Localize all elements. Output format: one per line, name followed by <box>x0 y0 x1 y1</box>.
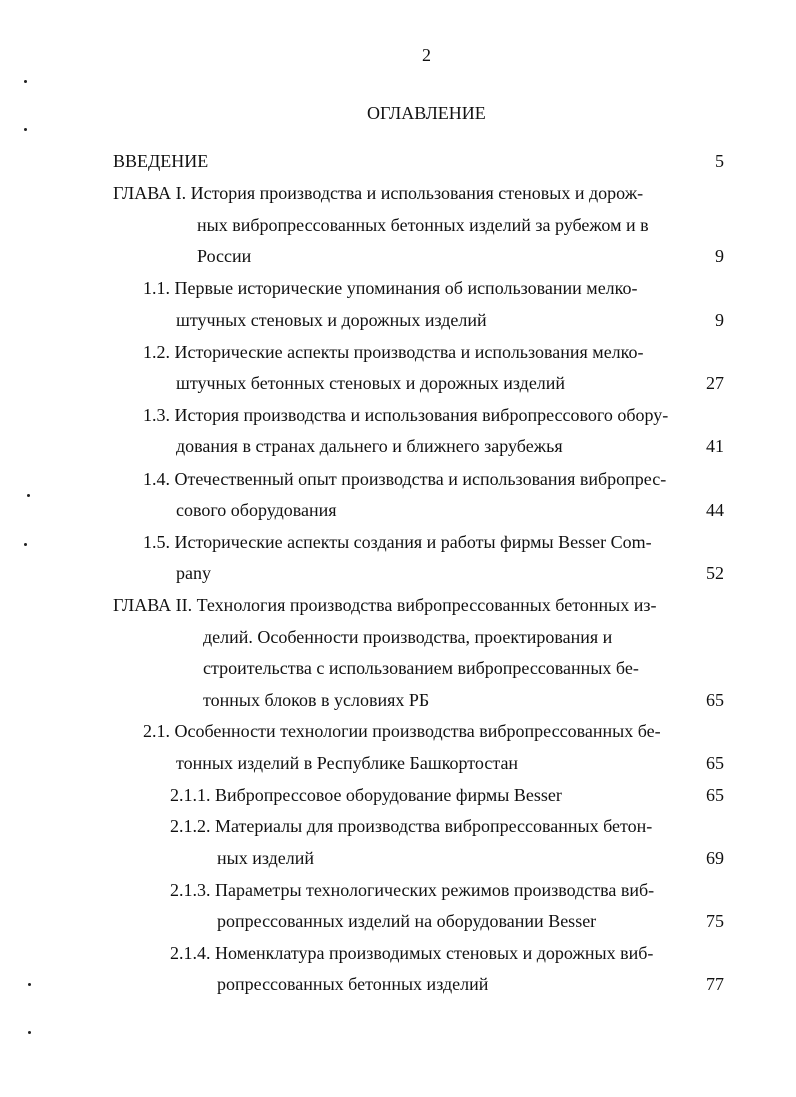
toc-ch2-line: ГЛАВА II. Технология производства вибропрессованных бетонных из- <box>113 595 657 615</box>
toc-1-3-line: дования в странах дальнего и ближнего зарубежья <box>176 436 563 456</box>
toc-1-5-line: pany <box>176 563 211 583</box>
toc-1-2-line: штучных бетонных стеновых и дорожных изделий <box>176 373 566 393</box>
toc-2-1-2-line: 2.1.2. Материалы для производства вибропрессованных бетон- <box>170 816 653 836</box>
toc-2-1-2-line: ных изделий <box>217 848 315 868</box>
toc-ch1-page: 9 <box>715 246 724 266</box>
toc-2-1-1-page: 65 <box>706 785 724 805</box>
toc-2-1-2-page: 69 <box>706 848 724 868</box>
toc-ch2-line: тонных блоков в условиях РБ <box>203 690 430 710</box>
toc-1-4-page: 44 <box>706 500 724 520</box>
toc-ch2-line: строительства с использованием вибропрессованных бе- <box>203 658 639 678</box>
scan-speck <box>24 80 27 83</box>
toc-1-2-line: 1.2. Исторические аспекты производства и использования мелко- <box>143 342 644 362</box>
page-number: 2 <box>422 45 431 65</box>
toc-ch1-line: ных вибропрессованных бетонных изделий за рубежом и в <box>197 215 649 235</box>
page-title: ОГЛАВЛЕНИЕ <box>367 103 486 123</box>
toc-2-1-3-page: 75 <box>706 911 724 931</box>
scan-speck <box>28 983 31 986</box>
toc-ch2-line: делий. Особенности производства, проектирования и <box>203 627 613 647</box>
toc-1-2-page: 27 <box>706 373 724 393</box>
toc-2-1-4-page: 77 <box>706 974 724 994</box>
toc-ch1-line: России <box>197 246 252 266</box>
toc-2-1-3-line: 2.1.3. Параметры технологических режимов производства виб- <box>170 880 655 900</box>
toc-1-3-line: 1.3. История производства и использования вибропрессового обору- <box>143 405 669 425</box>
toc-ch1-line: ГЛАВА I. История производства и использования стеновых и дорож- <box>113 183 644 203</box>
toc-1-1-line: штучных стеновых и дорожных изделий <box>176 310 487 330</box>
toc-1-5-line: 1.5. Исторические аспекты создания и работы фирмы Besser Com- <box>143 532 652 552</box>
toc-2-1-1-line: 2.1.1. Вибропрессовое оборудование фирмы Besser <box>170 785 562 805</box>
toc-2-1-4-line: 2.1.4. Номенклатура производимых стеновых и дорожных виб- <box>170 943 654 963</box>
toc-intro-title: ВВЕДЕНИЕ <box>113 151 209 171</box>
toc-1-3-page: 41 <box>706 436 724 456</box>
toc-2-1-page: 65 <box>706 753 724 773</box>
toc-1-1-line: 1.1. Первые исторические упоминания об использовании мелко- <box>143 278 638 298</box>
toc-1-1-page: 9 <box>715 310 724 330</box>
toc-2-1-line: тонных изделий в Республике Башкортостан <box>176 753 519 773</box>
toc-2-1-4-line: ропрессованных бетонных изделий <box>217 974 489 994</box>
scan-speck <box>28 1031 31 1034</box>
toc-1-4-line: сового оборудования <box>176 500 337 520</box>
toc-1-4-line: 1.4. Отечественный опыт производства и использования вибропрес- <box>143 469 667 489</box>
scan-speck <box>27 494 30 497</box>
scan-speck <box>24 128 27 131</box>
toc-2-1-line: 2.1. Особенности технологии производства вибропрессованных бе- <box>143 721 661 741</box>
toc-intro-page: 5 <box>715 151 724 171</box>
toc-ch2-page: 65 <box>706 690 724 710</box>
toc-2-1-3-line: ропрессованных изделий на оборудовании Besser <box>217 911 597 931</box>
toc-1-5-page: 52 <box>706 563 724 583</box>
scan-speck <box>24 543 27 546</box>
